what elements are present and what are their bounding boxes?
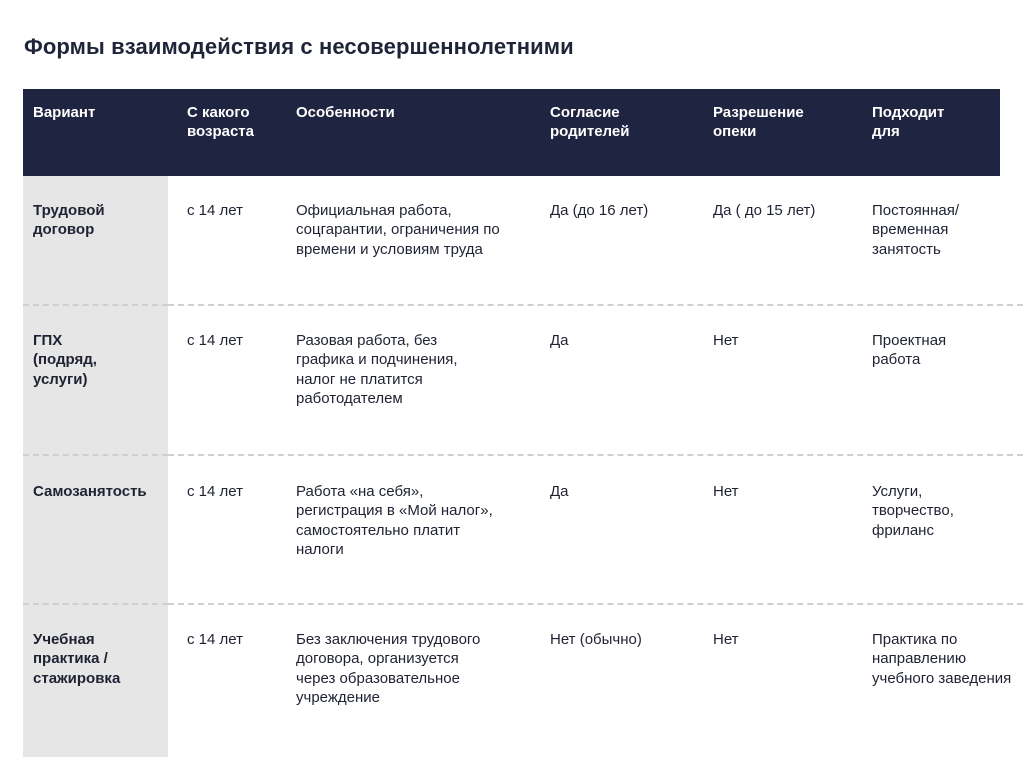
suitable-for-cell: Проектная работа xyxy=(872,332,947,369)
parents-consent-cell: Да xyxy=(550,483,569,500)
table-row xyxy=(23,605,1012,757)
parents-consent-cell: Нет (обычно) xyxy=(550,631,642,648)
parents-consent-cell: Да xyxy=(550,332,569,349)
age-cell: с 14 лет xyxy=(187,332,243,349)
column-header-variant: Вариант xyxy=(33,104,96,121)
variant-cell-background xyxy=(23,456,168,605)
column-header-guardianship: Разрешение опеки xyxy=(713,104,804,140)
column-header-suitable-for: Подходит для xyxy=(872,104,945,140)
features-cell: Разовая работа, без графика и подчинения, налог не платится работодателем xyxy=(296,332,458,407)
variant-cell: Трудовой договор xyxy=(33,202,105,239)
table-row xyxy=(23,176,1000,306)
parents-consent-cell: Да (до 16 лет) xyxy=(550,202,649,219)
age-cell: с 14 лет xyxy=(187,483,243,500)
guardianship-cell: Нет xyxy=(713,631,739,648)
comparison-table xyxy=(23,89,1012,757)
age-cell: с 14 лет xyxy=(187,631,243,648)
suitable-for-cell: Постоянная/ временная занятость xyxy=(872,202,959,258)
suitable-for-cell: Услуги, творчество, фриланс xyxy=(872,483,954,539)
features-cell: Работа «на себя», регистрация в «Мой налог», самостоятельно платит налоги xyxy=(296,483,493,558)
variant-cell: ГПХ (подряд, услуги) xyxy=(33,332,97,388)
guardianship-cell: Нет xyxy=(713,332,739,349)
table-header xyxy=(23,89,1000,176)
suitable-for-cell: Практика по направлению учебного заведения xyxy=(872,631,1012,687)
guardianship-cell: Нет xyxy=(713,483,739,500)
variant-cell: Самозанятость xyxy=(33,483,147,500)
variant-cell: Учебная практика / стажировка xyxy=(33,631,121,687)
age-cell: с 14 лет xyxy=(187,202,243,219)
column-header-age: С какого возраста xyxy=(187,104,254,140)
guardianship-cell: Да ( до 15 лет) xyxy=(713,202,816,219)
page-title: Формы взаимодействия с несовершеннолетними xyxy=(24,34,574,59)
table-row xyxy=(23,456,1000,605)
table-row xyxy=(23,306,1000,456)
variant-cell-background xyxy=(23,176,168,306)
column-header-features: Особенности xyxy=(296,104,395,121)
features-cell: Без заключения трудового договора, организуется через образовательное учреждение xyxy=(296,631,481,706)
column-header-parents-consent: Согласие родителей xyxy=(550,104,630,140)
features-cell: Официальная работа, соцгарантии, ограничения по времени и условиям труда xyxy=(296,202,500,258)
